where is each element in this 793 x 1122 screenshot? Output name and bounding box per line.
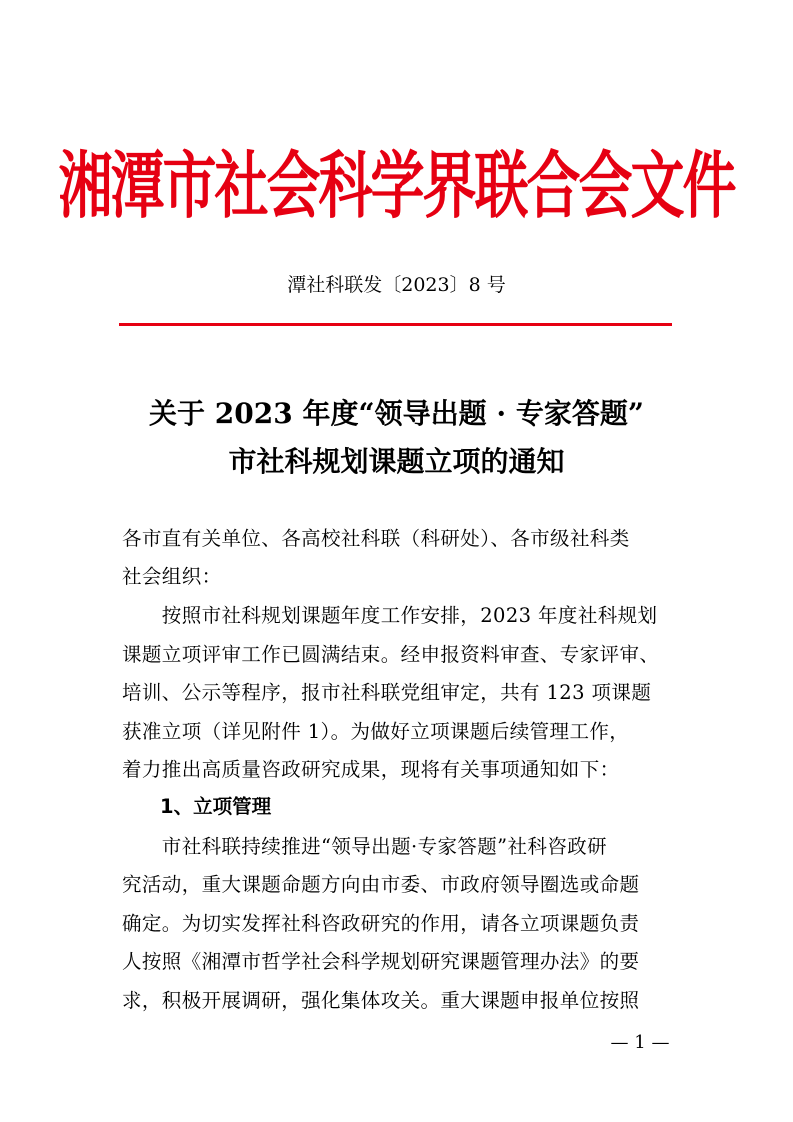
- body-line-12: 人按照《湘潭市哲学社会科学规划研究课题管理办法》的要: [122, 950, 640, 973]
- body-line-3: 按照市社科规划课题年度工作安排，2023 年度社科规划: [122, 604, 658, 627]
- body-line-1: 各市直有关单位、各高校社科联（科研处）、各市级社科类: [122, 527, 630, 550]
- body-line-10: 究活动，重大课题命题方向由市委、市政府领导圈选或命题: [122, 873, 640, 896]
- red-divider-line: [119, 323, 672, 326]
- body-line-13: 求，积极开展调研，强化集体攻关。重大课题申报单位按照: [122, 989, 640, 1012]
- body-line-2: 社会组织：: [122, 565, 222, 588]
- body-line-11: 确定。为切实发挥社科咨政研究的作用，请各立项课题负责: [122, 912, 640, 935]
- body-line-7: 着力推出高质量咨政研究成果，现将有关事项通知如下：: [122, 758, 620, 781]
- body-line-9: 市社科联持续推进“领导出题·专家答题”社科咨政研: [122, 835, 608, 858]
- notice-title-line-1: 关于 2023 年度“领导出题 · 专家答题”: [149, 397, 644, 430]
- page-number: — 1 —: [610, 1032, 670, 1053]
- section-heading-project-management: 1、立项管理: [160, 795, 272, 818]
- notice-title-line-2: 市社科规划课题立项的通知: [228, 445, 565, 478]
- document-number: 潭社科联发〔2023〕8 号: [287, 274, 506, 296]
- body-line-4: 课题立项评审工作已圆满结束。经申报资料审查、专家评审、: [122, 643, 660, 666]
- document-header-title: 湘潭市社会科学界联合会文件: [58, 142, 735, 229]
- body-line-6: 获准立项（详见附件 1）。为做好立项课题后续管理工作，: [122, 720, 630, 743]
- body-line-5: 培训、公示等程序，报市社科联党组审定，共有 123 项课题: [122, 681, 652, 704]
